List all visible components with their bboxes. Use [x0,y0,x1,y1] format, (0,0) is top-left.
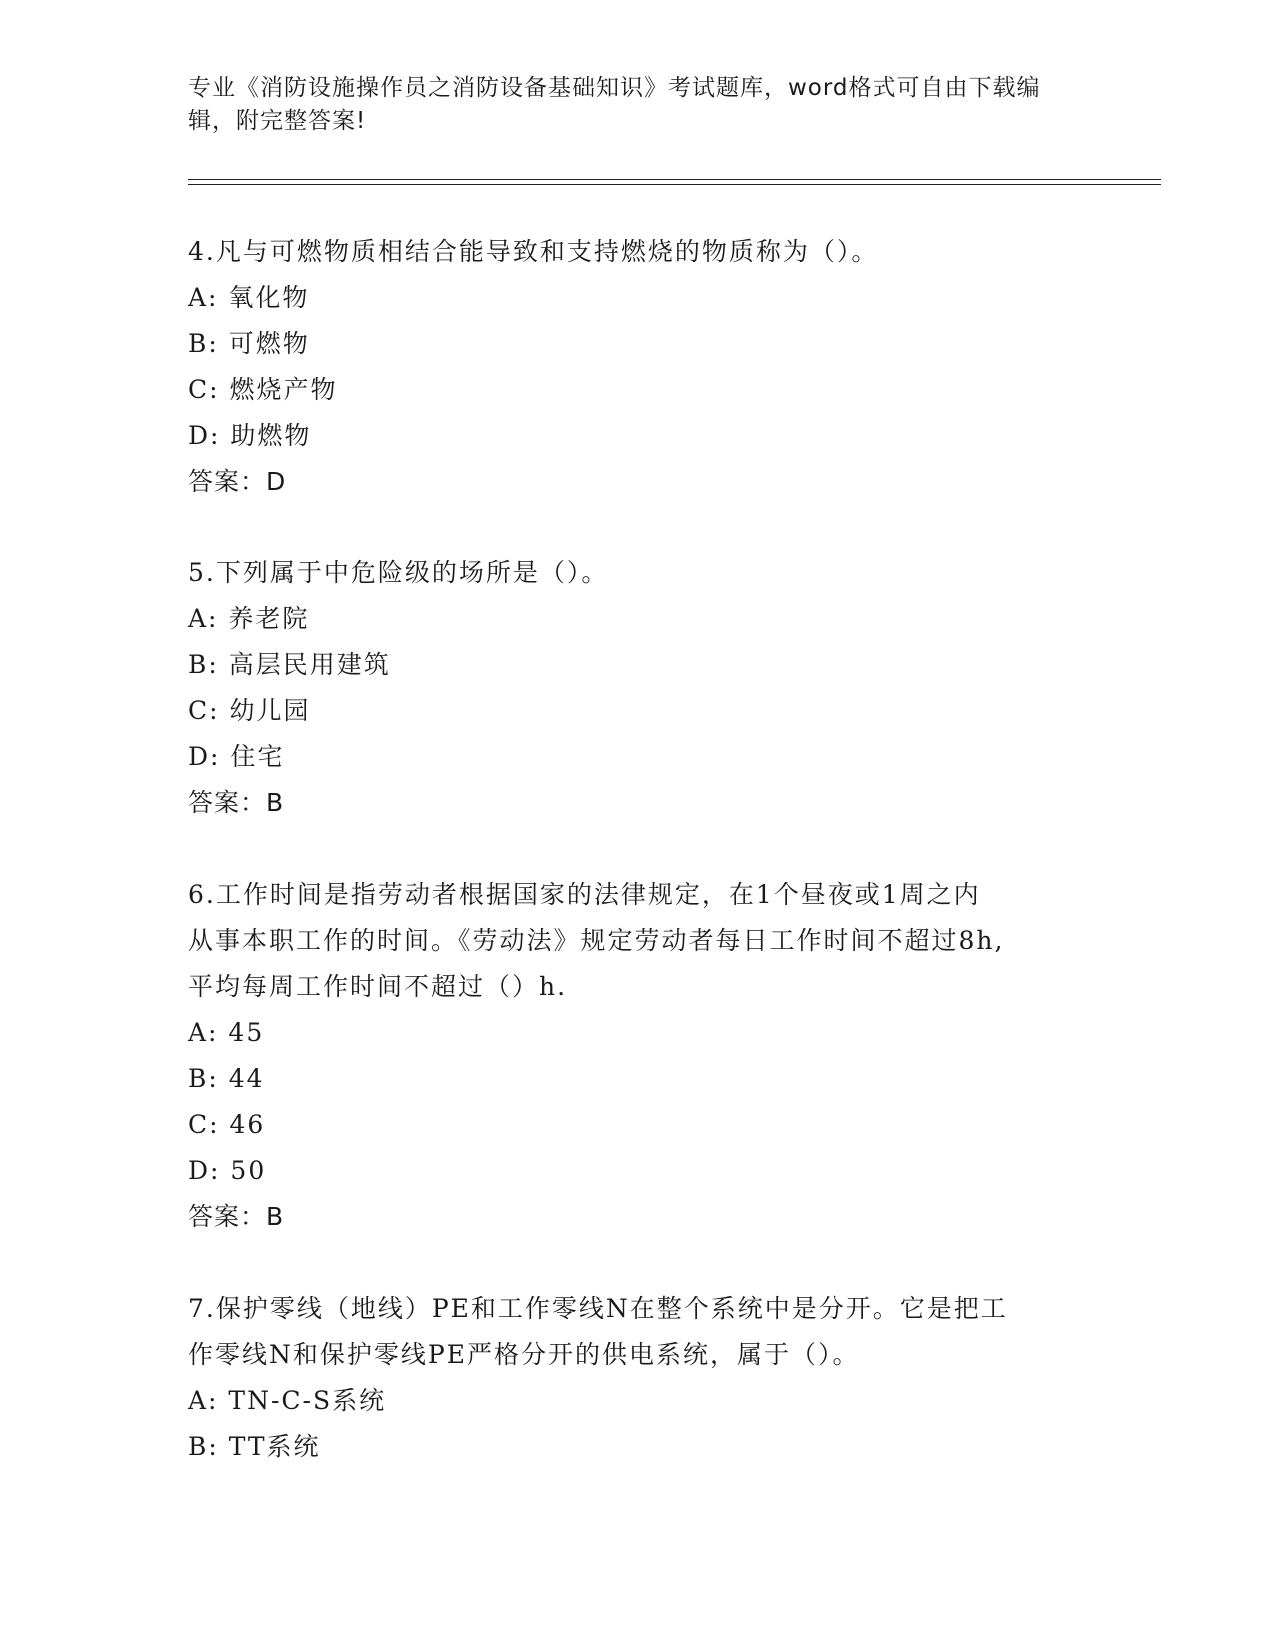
option-b: B: 高层民用建筑 [188,650,391,679]
question-stem [188,550,1088,596]
option-a: A: 氧化物 [188,283,310,312]
answer-line: 答案：B [188,1202,285,1231]
question-7 [188,1286,1088,1470]
answer-line: 答案：B [188,788,285,817]
option-a: A: 45 [188,1018,265,1047]
option-b: B: TT系统 [188,1432,321,1461]
question-4 [188,229,1088,505]
question-stem [188,229,1088,275]
stem-line: 从事本职工作的时间。《劳动法》规定劳动者每日工作时间不超过8h, [188,926,1005,955]
option-b: B: 可燃物 [188,329,310,358]
option-b: B: 44 [188,1064,265,1093]
document-header [188,72,1088,138]
option-c: C: 燃烧产物 [188,375,338,404]
header-divider-bottom [188,184,1161,185]
option-d: D: 住宅 [188,742,285,771]
stem-line: 6.工作时间是指劳动者根据国家的法律规定，在1个昼夜或1周之内 [188,880,981,909]
answer-line: 答案：D [188,467,287,496]
stem-line: 5.下列属于中危险级的场所是（）。 [188,558,609,587]
question-stem [188,872,1088,1010]
stem-line: 4.凡与可燃物质相结合能导致和支持燃烧的物质称为（）。 [188,237,879,266]
stem-line: 平均每周工作时间不超过（）h. [188,972,568,1001]
option-a: A: 养老院 [188,604,310,633]
question-6 [188,872,1088,1240]
option-c: C: 46 [188,1110,266,1139]
header-line-2: 辑，附完整答案! [188,108,367,134]
header-line-1: 专业《消防设施操作员之消防设备基础知识》考试题库，word格式可自由下载编 [188,75,1041,101]
option-c: C: 幼儿园 [188,696,311,725]
question-5 [188,550,1088,826]
header-divider-top [188,179,1161,180]
stem-line: 作零线N和保护零线PE严格分开的供电系统，属于（）。 [188,1340,860,1369]
option-a: A: TN-C-S系统 [188,1386,387,1415]
stem-line: 7.保护零线（地线）PE和工作零线N在整个系统中是分开。它是把工 [188,1294,1008,1323]
option-d: D: 50 [188,1156,267,1185]
question-stem [188,1286,1088,1378]
option-d: D: 助燃物 [188,421,312,450]
